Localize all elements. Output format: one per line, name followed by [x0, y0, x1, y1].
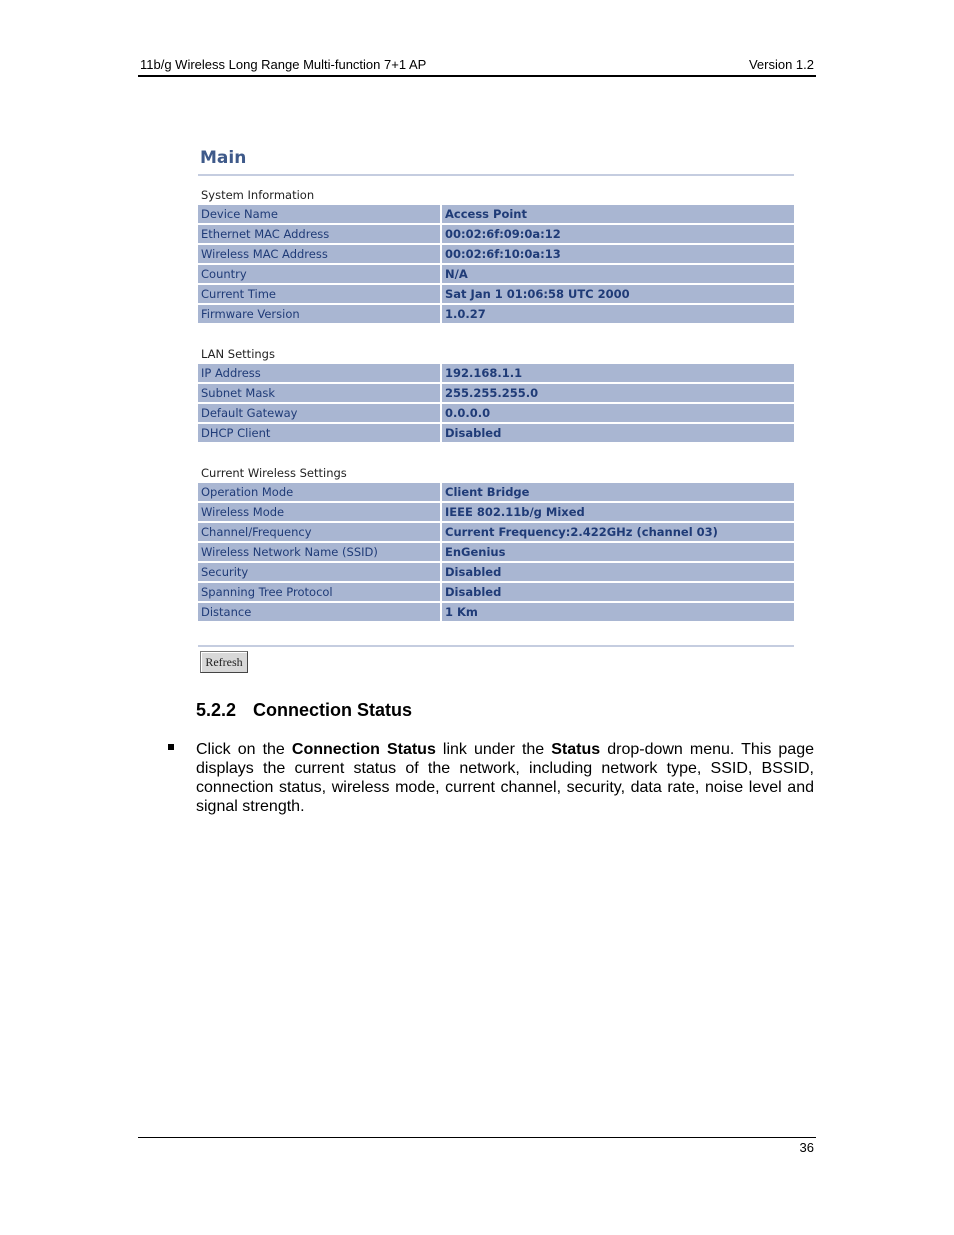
document-title: 11b/g Wireless Long Range Multi-function 7+1 AP: [140, 57, 427, 72]
paragraph-text: drop-down menu. This page displays the current status of the network, including network type, SSID, BSSID, connection status, wireless mode, current channel, security, data rate, noise level and signal strength.: [196, 741, 814, 815]
section-heading-title: Connection Status: [253, 700, 413, 720]
field-label: Wireless MAC Address: [198, 245, 440, 263]
field-value: 00:02:6f:09:0a:12: [442, 225, 794, 243]
table-row: [198, 523, 794, 541]
table-row: [198, 364, 794, 382]
page-title: Main: [200, 148, 247, 168]
field-value: 255.255.255.0: [442, 384, 794, 402]
table-row: [198, 483, 794, 501]
table-row: [198, 404, 794, 422]
field-value: 192.168.1.1: [442, 364, 794, 382]
field-value: 0.0.0.0: [442, 404, 794, 422]
paragraph-text: link under the: [435, 741, 552, 758]
table-row: [198, 205, 794, 223]
field-value: Disabled: [442, 563, 794, 581]
section-title: System Information: [201, 188, 315, 202]
wireless-settings-section: [198, 463, 794, 623]
field-value: N/A: [442, 265, 794, 283]
field-label: Firmware Version: [198, 305, 440, 323]
bottom-divider: [198, 645, 794, 647]
field-value: 1 Km: [442, 603, 794, 621]
field-value: 00:02:6f:10:0a:13: [442, 245, 794, 263]
field-label: Default Gateway: [198, 404, 440, 422]
table-row: [198, 583, 794, 601]
section-title: LAN Settings: [201, 347, 275, 361]
section-number: 5.2.2: [196, 700, 237, 720]
document-version: Version 1.2: [748, 57, 814, 72]
field-label: IP Address: [198, 364, 440, 382]
table-row: [198, 305, 794, 323]
field-value: EnGenius: [442, 543, 794, 561]
paragraph-bold-connection-status: Connection Status: [291, 741, 436, 758]
table-row: [198, 563, 794, 581]
field-value: IEEE 802.11b/g Mixed: [442, 503, 794, 521]
field-label: Spanning Tree Protocol: [198, 583, 440, 601]
footer-divider: [138, 1137, 816, 1138]
table-row: [198, 503, 794, 521]
table-row: [198, 285, 794, 303]
paragraph-text: Click on the: [196, 741, 292, 758]
lan-settings-section: [198, 344, 794, 444]
field-value: Access Point: [442, 205, 794, 223]
field-label: Wireless Mode: [198, 503, 440, 521]
field-label: Ethernet MAC Address: [198, 225, 440, 243]
field-label: Current Time: [198, 285, 440, 303]
section-title: Current Wireless Settings: [201, 466, 347, 480]
field-value: Current Frequency:2.422GHz (channel 03): [442, 523, 794, 541]
field-label: Country: [198, 265, 440, 283]
field-label: Subnet Mask: [198, 384, 440, 402]
field-label: DHCP Client: [198, 424, 440, 442]
table-row: [198, 245, 794, 263]
field-label: Channel/Frequency: [198, 523, 440, 541]
table-row: [198, 384, 794, 402]
field-label: Distance: [198, 603, 440, 621]
field-label: Security: [198, 563, 440, 581]
table-row: [198, 225, 794, 243]
table-row: [198, 603, 794, 621]
router-main-page-screenshot: [198, 142, 794, 677]
title-divider: [198, 174, 794, 176]
body-paragraph: [196, 740, 814, 816]
section-heading: [196, 700, 412, 721]
field-value: 1.0.27: [442, 305, 794, 323]
page-number: 36: [799, 1140, 814, 1155]
field-value: Client Bridge: [442, 483, 794, 501]
field-label: Operation Mode: [198, 483, 440, 501]
page-header: [138, 55, 816, 77]
table-row: [198, 543, 794, 561]
field-label: Device Name: [198, 205, 440, 223]
field-value: Disabled: [442, 424, 794, 442]
field-label: Wireless Network Name (SSID): [198, 543, 440, 561]
refresh-button[interactable]: Refresh: [200, 651, 248, 673]
table-row: [198, 424, 794, 442]
system-information-section: [198, 185, 794, 325]
bullet-square-icon: [168, 744, 174, 750]
field-value: Disabled: [442, 583, 794, 601]
field-value: Sat Jan 1 01:06:58 UTC 2000: [442, 285, 794, 303]
paragraph-bold-status: Status: [551, 741, 601, 758]
table-row: [198, 265, 794, 283]
